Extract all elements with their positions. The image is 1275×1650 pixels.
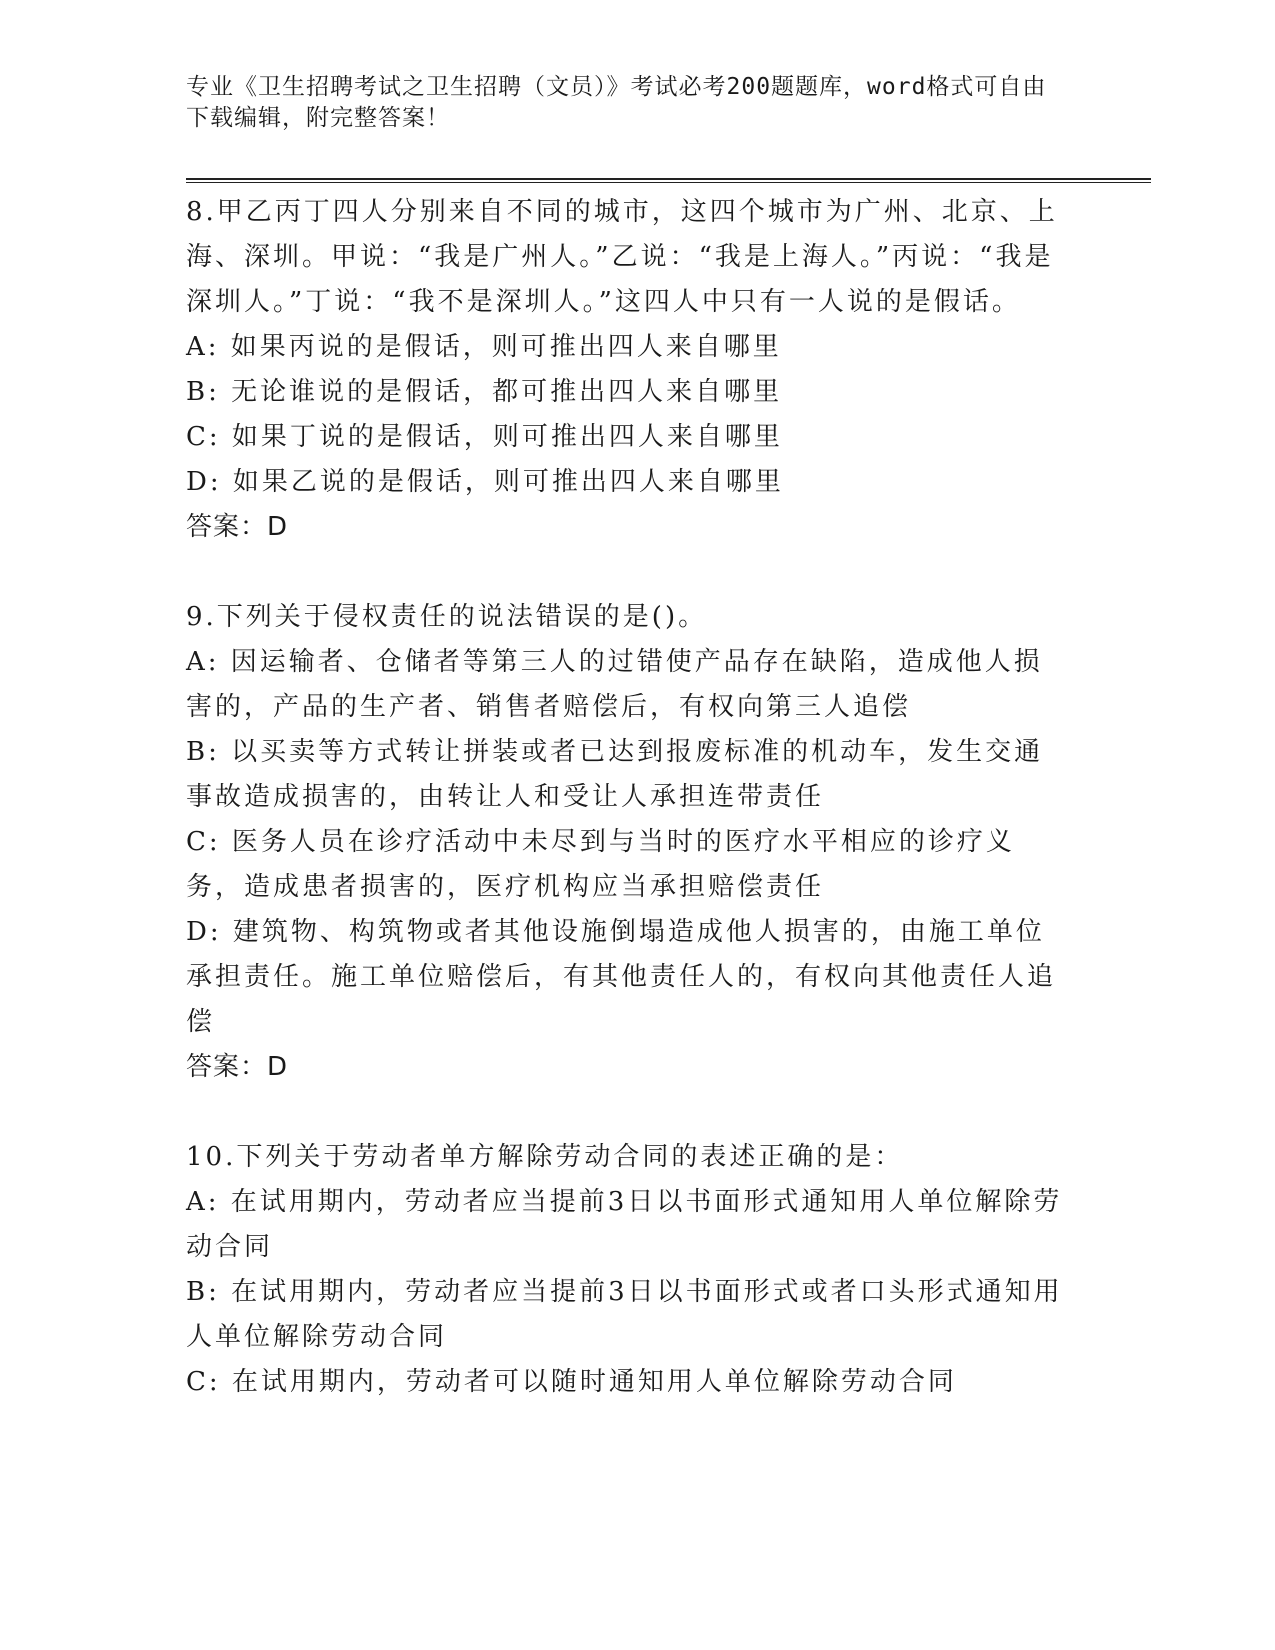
question-stem: 9.下列关于侵权责任的说法错误的是()。 xyxy=(186,602,708,632)
option-c: C: 在试用期内，劳动者可以随时通知用人单位解除劳动合同 xyxy=(186,1367,957,1397)
answer-label: 答案： xyxy=(186,512,268,542)
option-d: D: 如果乙说的是假话，则可推出四人来自哪里 xyxy=(186,467,784,497)
question-8 xyxy=(186,190,1066,550)
question-stem: 8.甲乙丙丁四人分别来自不同的城市，这四个城市为广州、北京、上海、深圳。甲说：“我是广州人。”乙说：“我是上海人。”丙说：“我是深圳人。”丁说：“我不是深圳人。”这四人中只有一人说的是假话。 xyxy=(186,197,1058,317)
option-a: A: 如果丙说的是假话，则可推出四人来自哪里 xyxy=(186,332,782,362)
question-stem: 10.下列关于劳动者单方解除劳动合同的表述正确的是： xyxy=(186,1142,904,1172)
option-b: B: 在试用期内，劳动者应当提前3日以书面形式或者口头形式通知用人单位解除劳动合同 xyxy=(186,1277,1063,1352)
option-d: D: 建筑物、构筑物或者其他设施倒塌造成他人损害的，由施工单位承担责任。施工单位赔偿后，有其他责任人的，有权向其他责任人追偿 xyxy=(186,917,1057,1037)
answer-line xyxy=(186,505,1066,550)
option-a: A: 在试用期内，劳动者应当提前3日以书面形式通知用人单位解除劳动合同 xyxy=(186,1187,1063,1262)
header-divider-thick xyxy=(186,178,1151,180)
answer-line xyxy=(186,1045,1066,1090)
question-10 xyxy=(186,1135,1066,1405)
answer-value: D xyxy=(267,1052,289,1082)
option-b: B: 无论谁说的是假话，都可推出四人来自哪里 xyxy=(186,377,783,407)
option-c: C: 如果丁说的是假话，则可推出四人来自哪里 xyxy=(186,422,783,452)
option-a: A: 因运输者、仓储者等第三人的过错使产品存在缺陷，造成他人损害的，产品的生产者、销售者赔偿后，有权向第三人追偿 xyxy=(186,647,1043,722)
answer-value: D xyxy=(267,512,289,542)
document-header: 专业《卫生招聘考试之卫生招聘（文员）》考试必考200题题库，word格式可自由下载编辑，附完整答案！ xyxy=(186,74,1047,131)
answer-label: 答案： xyxy=(186,1052,268,1082)
option-b: B: 以买卖等方式转让拼装或者已达到报废标准的机动车，发生交通事故造成损害的，由转让人和受让人承担连带责任 xyxy=(186,737,1044,812)
question-list xyxy=(186,190,1066,1405)
header-divider-thin xyxy=(186,182,1151,183)
question-9 xyxy=(186,595,1066,1090)
option-c: C: 医务人员在诊疗活动中未尽到与当时的医疗水平相应的诊疗义务，造成患者损害的，医疗机构应当承担赔偿责任 xyxy=(186,827,1015,902)
